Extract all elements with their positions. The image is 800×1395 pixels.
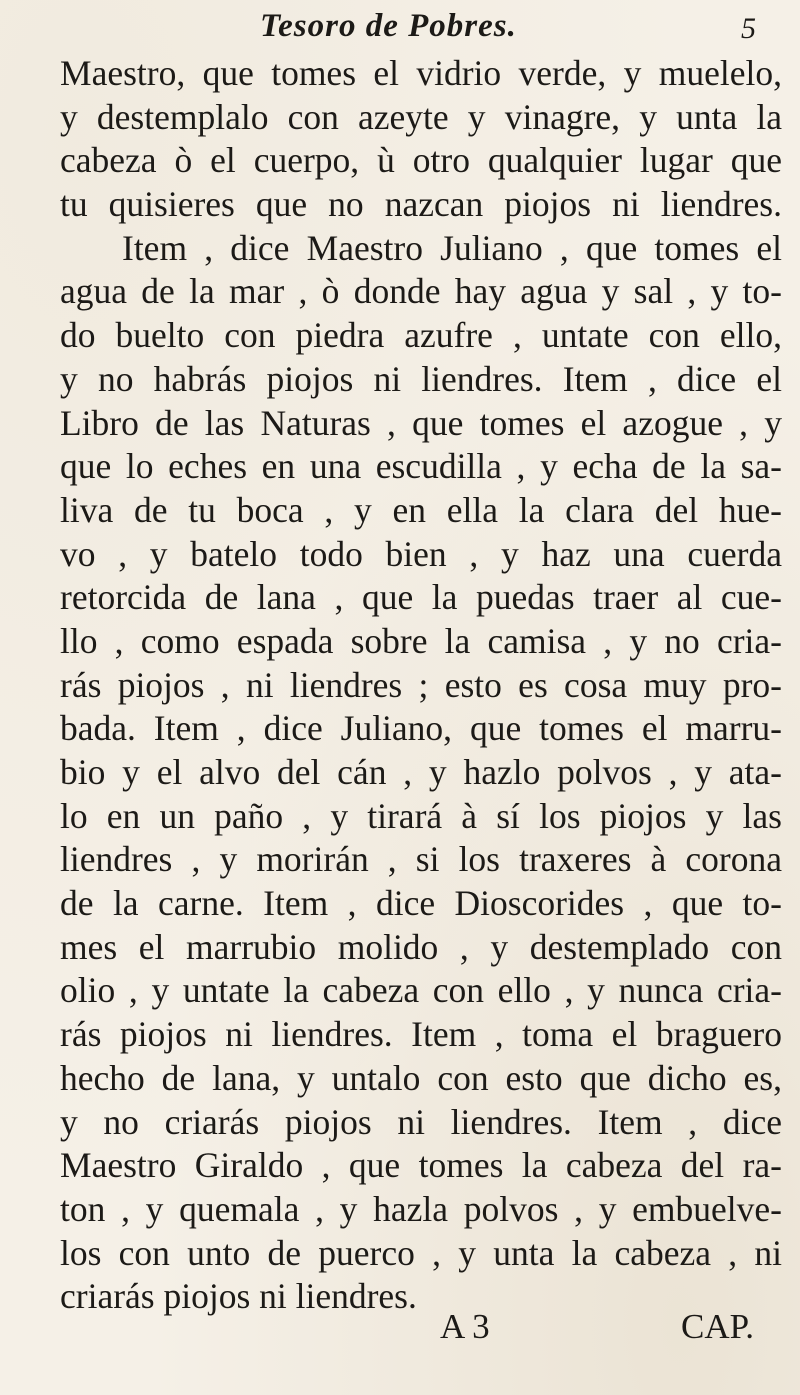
text-line: de la carne. Item , dice Dioscorides , que to- [60,883,782,924]
text-line: tu quisieres que no nazcan piojos ni liendres. [60,184,782,225]
text-line: Maestro Giraldo , que tomes la cabeza del ra- [60,1145,782,1186]
text-line: rás piojos ni liendres. Item , toma el braguero [60,1014,782,1055]
catchword: CAP. [681,1307,754,1346]
text-line: bio y el alvo del cán , y hazlo polvos , y ata- [60,752,782,792]
text-line: lo en un paño , y tirará à sí los piojos y las [60,795,782,836]
text-line: hecho de lana, y untalo con esto que dicho es, [60,1057,782,1098]
text-line: liva de tu boca , y en ella la clara del hue- [60,489,782,530]
text-line: y destemplalo con azeyte y vinagre, y unta la [60,96,782,137]
signature-mark: A 3 [440,1307,490,1346]
text-line: Item , dice Maestro Juliano , que tomes el [122,227,782,268]
running-title: Tesoro de Pobres. [260,8,517,44]
text-line: ton , y quemala , y hazla polvos , y embuelve- [60,1188,782,1229]
text-line: vo , y batelo todo bien , y haz una cuerda [60,533,782,574]
text-line: y no habrás piojos ni liendres. Item , dice el [60,358,782,399]
running-head [60,8,780,50]
text-line: mes el marrubio molido , y destemplado con [60,926,782,967]
text-line: Maestro, que tomes el vidrio verde, y muelelo, [60,53,782,93]
text-line: rás piojos , ni liendres ; esto es cosa muy pro- [60,664,782,705]
text-line: que lo eches en una escudilla , y echa de la sa- [60,446,782,487]
page-footer [60,1307,782,1351]
text-line: agua de la mar , ò donde hay agua y sal , y to- [60,271,782,312]
text-line: los con unto de puerco , y unta la cabeza , ni [60,1232,782,1273]
text-line: cabeza ò el cuerpo, ù otro qualquier lugar que [60,140,782,181]
text-line: Libro de las Naturas , que tomes el azogue , y [60,402,782,443]
text-line: retorcida de lana , que la puedas traer al cue- [60,577,782,618]
page-number: 5 [741,12,756,45]
text-line: llo , como espada sobre la camisa , y no cria- [60,620,782,661]
text-line: bada. Item , dice Juliano, que tomes el marru- [60,708,782,749]
text-line: y no criarás piojos ni liendres. Item , dice [60,1101,782,1142]
text-line: do buelto con piedra azufre , untate con ello, [60,315,782,356]
text-line: olio , y untate la cabeza con ello , y nunca cria- [60,970,782,1011]
text-line: liendres , y morirán , si los traxeres à corona [60,839,782,880]
text-line: criarás piojos ni liendres. [60,1276,417,1317]
body-text [60,52,782,1319]
